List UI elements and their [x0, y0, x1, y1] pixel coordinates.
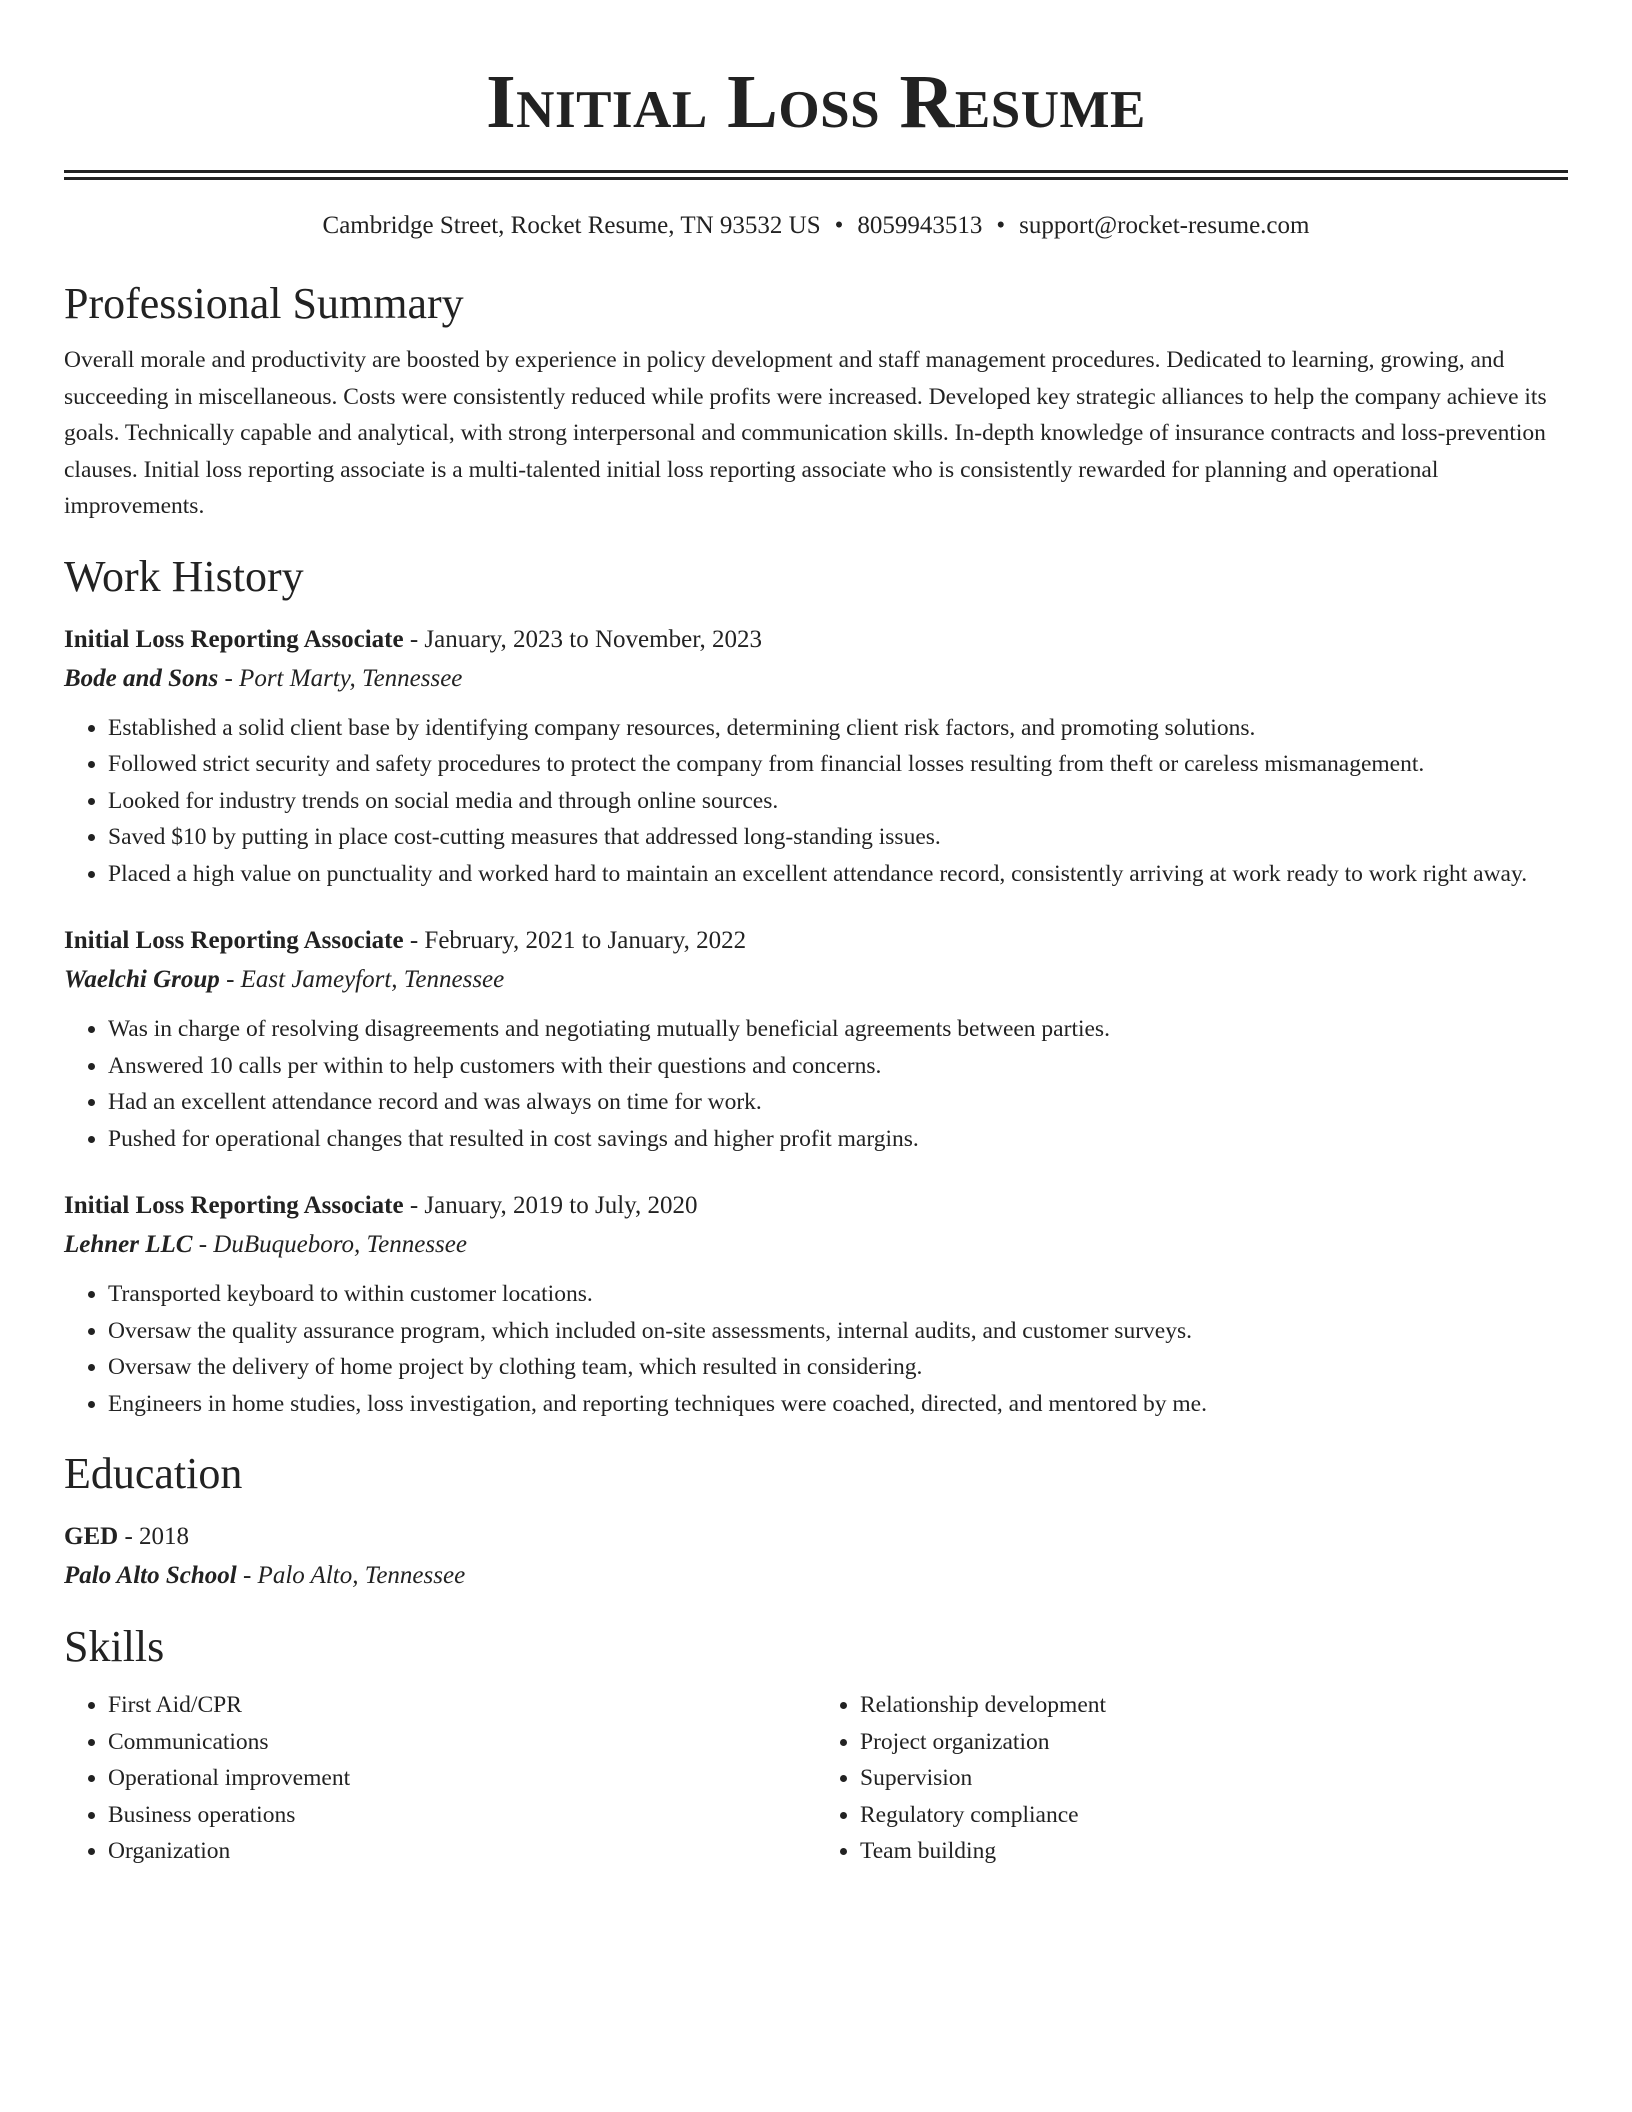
summary-heading: Professional Summary — [64, 279, 464, 328]
skills-heading: Skills — [64, 1622, 165, 1671]
job-title: Initial Loss Reporting Associate — [64, 1192, 404, 1219]
job-title-line — [64, 1187, 1568, 1225]
job-entry — [64, 1187, 1568, 1422]
skill-item: • First Aid/CPR — [108, 1687, 816, 1724]
company-name: Waelchi Group — [64, 966, 220, 993]
degree-year: - 2018 — [118, 1523, 190, 1550]
school-name: Palo Alto School — [64, 1562, 237, 1589]
contact-email: support@rocket-resume.com — [1019, 212, 1310, 239]
job-bullet: • Answered 10 calls per within to help customers with their questions and concerns. — [108, 1048, 1568, 1085]
job-bullet: • Pushed for operational changes that resulted in cost savings and higher profit margins. — [108, 1121, 1568, 1158]
skill-item: • Team building — [860, 1833, 1568, 1870]
company-location: - East Jameyfort, Tennessee — [219, 966, 505, 993]
job-bullets — [64, 1011, 1568, 1157]
work-history-heading: Work History — [64, 551, 304, 601]
skill-item: • Communications — [108, 1724, 816, 1761]
job-bullet: • Engineers in home studies, loss investigation, and reporting techniques were coached, directed, and mentored by me. — [108, 1386, 1568, 1423]
skills-right-column — [816, 1687, 1568, 1870]
company-line — [64, 659, 1568, 698]
job-entry — [64, 922, 1568, 1157]
skill-item: • Regulatory compliance — [860, 1797, 1568, 1834]
contact-separator: • — [996, 212, 1006, 239]
job-bullet: • Saved $10 by putting in place cost-cutting measures that addressed long-standing issues. — [108, 819, 1568, 856]
degree: GED — [64, 1523, 119, 1550]
skills-columns — [64, 1687, 1568, 1870]
job-title-line — [64, 922, 1568, 960]
job-bullet: • Transported keyboard to within customer locations. — [108, 1276, 1568, 1313]
company-name: Lehner LLC — [64, 1231, 193, 1258]
education-entry — [64, 1518, 1568, 1595]
job-entry — [64, 621, 1568, 893]
company-location: - DuBuqueboro, Tennessee — [192, 1231, 467, 1258]
company-line — [64, 960, 1568, 999]
job-bullets — [64, 1276, 1568, 1422]
school-line — [64, 1556, 1568, 1595]
job-dates: - January, 2019 to July, 2020 — [403, 1192, 698, 1219]
skill-item: • Organization — [108, 1833, 816, 1870]
skill-item: • Business operations — [108, 1797, 816, 1834]
skill-item: • Relationship development — [860, 1687, 1568, 1724]
company-name: Bode and Sons — [64, 664, 219, 692]
skills-left-column — [64, 1687, 816, 1870]
job-title: Initial Loss Reporting Associate — [64, 927, 404, 954]
job-bullet: • Was in charge of resolving disagreements and negotiating mutually beneficial agreements between parties. — [108, 1011, 1568, 1048]
job-title-line — [64, 621, 1568, 659]
job-title: Initial Loss Reporting Associate — [64, 625, 404, 653]
job-bullet: • Placed a high value on punctuality and worked hard to maintain an excellent attendance record, consistently arriving at work ready to work right away. — [108, 856, 1568, 893]
company-location: - Port Marty, Tennessee — [218, 664, 463, 692]
job-bullets — [64, 710, 1568, 893]
degree-line — [64, 1518, 1568, 1556]
resume-title: Initial Loss Resume — [486, 60, 1146, 144]
job-bullet: • Had an excellent attendance record and was always on time for work. — [108, 1084, 1568, 1121]
job-bullet: • Oversaw the delivery of home project by clothing team, which resulted in considering. — [108, 1349, 1568, 1386]
job-bullet: • Followed strict security and safety procedures to protect the company from financial losses resulting from theft or careless mismanagement. — [108, 746, 1568, 783]
title-double-rule — [64, 170, 1568, 180]
job-bullet: • Oversaw the quality assurance program, which included on-site assessments, internal audits, and customer surveys. — [108, 1313, 1568, 1350]
contact-separator: • — [834, 212, 844, 239]
education-heading: Education — [64, 1449, 243, 1498]
skill-item: • Supervision — [860, 1760, 1568, 1797]
job-dates: - January, 2023 to November, 2023 — [403, 625, 763, 653]
contact-phone: 8059943513 — [857, 212, 983, 239]
job-dates: - February, 2021 to January, 2022 — [403, 927, 747, 954]
contact-line — [64, 210, 1568, 242]
company-line — [64, 1225, 1568, 1264]
school-location: - Palo Alto, Tennessee — [236, 1562, 466, 1589]
contact-address: Cambridge Street, Rocket Resume, TN 93532 US — [322, 212, 821, 239]
job-bullet: • Established a solid client base by identifying company resources, determining client risk factors, and promoting solutions. — [108, 710, 1568, 747]
job-bullet: • Looked for industry trends on social media and through online sources. — [108, 783, 1568, 820]
skill-item: • Operational improvement — [108, 1760, 816, 1797]
summary-text: Overall morale and productivity are boosted by experience in policy development and staff management procedures. Dedicated to learning, growing, and succeeding in miscellaneous. Costs were consistently reduced while profits were increased. Developed key strategic alliances to help the company achieve its goals. Technically capable and analytical, with strong interpersonal and communication skills. In-depth knowledge of insurance contracts and loss-prevention clauses. Initial loss reporting associate is a multi-talented initial loss reporting associate who is consistently rewarded for planning and operational improvements. — [64, 347, 1547, 519]
skill-item: • Project organization — [860, 1724, 1568, 1761]
